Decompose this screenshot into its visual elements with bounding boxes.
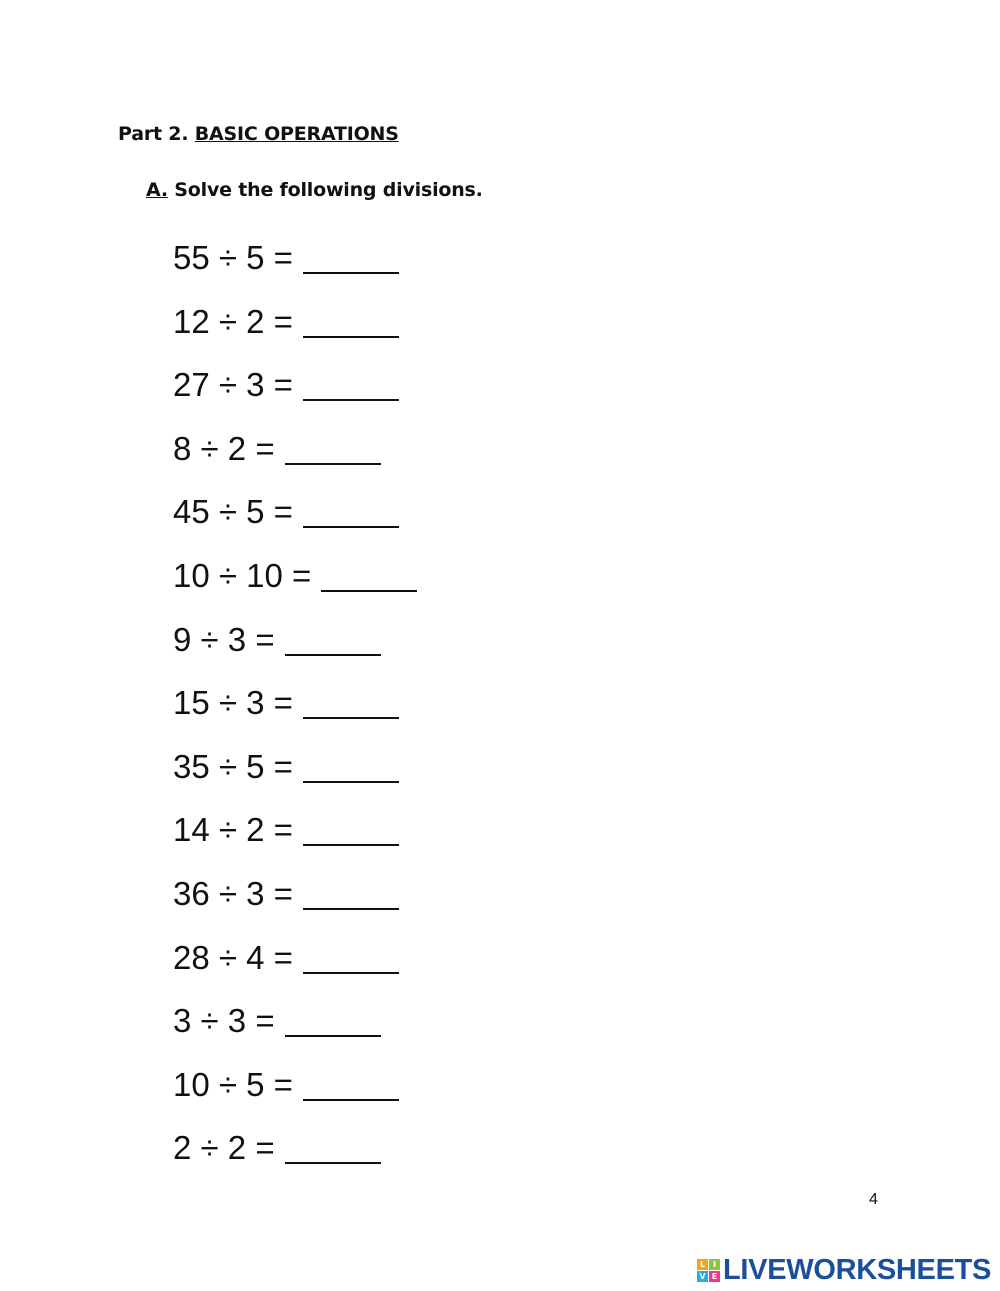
division-problem: [173, 302, 417, 366]
logo-block: V: [697, 1271, 708, 1282]
instruction: [146, 179, 483, 201]
logo-block: E: [709, 1271, 720, 1282]
part-heading: [118, 123, 399, 145]
instruction-text: Solve the following divisions.: [174, 179, 483, 201]
problem-equation: 12 ÷ 2 =: [173, 302, 293, 340]
problem-list: [173, 238, 417, 1192]
problem-equation: 15 ÷ 3 =: [173, 684, 293, 722]
division-problem: [173, 492, 417, 556]
logo-blocks-icon: [697, 1259, 720, 1282]
problem-equation: 10 ÷ 5 =: [173, 1065, 293, 1103]
problem-equation: 36 ÷ 3 =: [173, 874, 293, 912]
division-problem: [173, 1001, 417, 1065]
problem-equation: 2 ÷ 2 =: [173, 1129, 275, 1167]
liveworksheets-logo: [697, 1256, 991, 1284]
problem-equation: 14 ÷ 2 =: [173, 811, 293, 849]
answer-blank[interactable]: [303, 687, 399, 719]
page-number: 4: [869, 1191, 878, 1208]
problem-equation: 35 ÷ 5 =: [173, 747, 293, 785]
answer-blank[interactable]: [285, 624, 381, 656]
answer-blank[interactable]: [321, 560, 417, 592]
answer-blank[interactable]: [303, 751, 399, 783]
answer-blank[interactable]: [303, 306, 399, 338]
problem-equation: 45 ÷ 5 =: [173, 493, 293, 531]
logo-block: L: [697, 1259, 708, 1270]
answer-blank[interactable]: [303, 814, 399, 846]
problem-equation: 55 ÷ 5 =: [173, 239, 293, 276]
division-problem: [173, 747, 417, 811]
division-problem: [173, 620, 417, 684]
problem-equation: 27 ÷ 3 =: [173, 366, 293, 404]
division-problem: [173, 556, 417, 620]
answer-blank[interactable]: [303, 242, 399, 274]
division-problem: [173, 429, 417, 493]
division-problem: [173, 810, 417, 874]
problem-equation: 8 ÷ 2 =: [173, 429, 275, 467]
part-title: BASIC OPERATIONS: [194, 123, 399, 145]
answer-blank[interactable]: [285, 1132, 381, 1164]
division-problem: [173, 1128, 417, 1192]
problem-equation: 28 ÷ 4 =: [173, 938, 293, 976]
problem-equation: 10 ÷ 10 =: [173, 556, 312, 594]
division-problem: [173, 874, 417, 938]
problem-equation: 3 ÷ 3 =: [173, 1002, 275, 1040]
answer-blank[interactable]: [285, 433, 381, 465]
division-problem: [173, 938, 417, 1002]
answer-blank[interactable]: [303, 878, 399, 910]
answer-blank[interactable]: [303, 1069, 399, 1101]
answer-blank[interactable]: [303, 496, 399, 528]
problem-equation: 9 ÷ 3 =: [173, 620, 275, 658]
logo-block: I: [709, 1259, 720, 1270]
instruction-letter: A.: [146, 179, 168, 201]
answer-blank[interactable]: [303, 942, 399, 974]
division-problem: [173, 1065, 417, 1129]
answer-blank[interactable]: [303, 369, 399, 401]
division-problem: [173, 365, 417, 429]
answer-blank[interactable]: [285, 1005, 381, 1037]
part-label: Part 2.: [118, 123, 189, 145]
logo-text: LIVEWORKSHEETS: [723, 1254, 992, 1286]
division-problem: [173, 683, 417, 747]
division-problem: [173, 238, 417, 302]
